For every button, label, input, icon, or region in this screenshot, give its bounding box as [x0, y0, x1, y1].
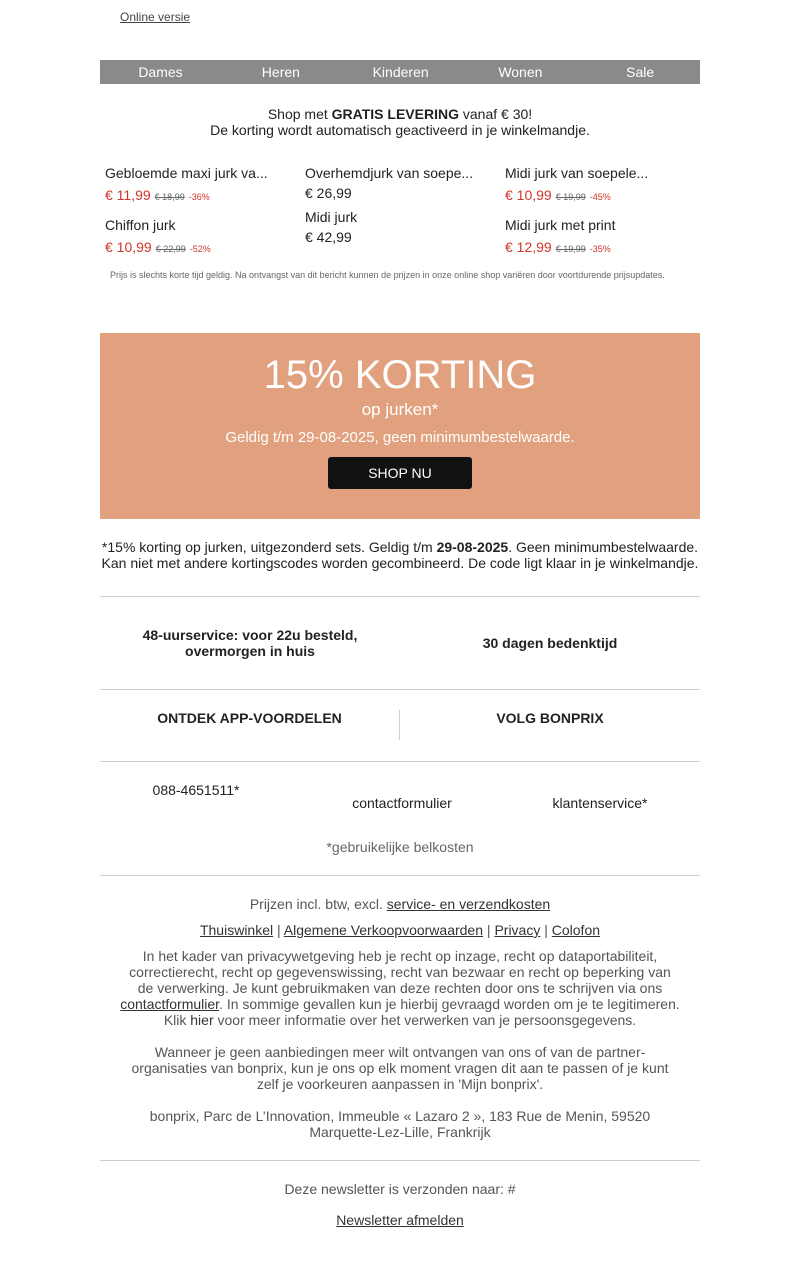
terms-part2: . Geen minimumbestelwaarde. Kan niet met andere kortingscodes worden gecombineerd. De code ligt klaar in je winkelmandje.: [101, 539, 699, 571]
product-card[interactable]: [305, 165, 495, 201]
promo-validity: Geldig t/m 29-08-2025, geen minimumbestelwaarde.: [225, 429, 575, 446]
product-old-price: € 19,99: [555, 244, 586, 254]
terms-link[interactable]: Algemene Verkoopvoorwaarden: [283, 922, 484, 938]
follow-bonprix-link[interactable]: VOLG BONPRIX: [496, 710, 604, 726]
product-price-value: € 11,99: [105, 187, 151, 203]
product-card[interactable]: [105, 217, 295, 255]
product-price: [105, 239, 295, 255]
product-card[interactable]: [305, 209, 495, 245]
call-costs-note: *gebruikelijke belkosten: [326, 839, 474, 855]
colofon-link[interactable]: Colofon: [551, 922, 601, 938]
product-name[interactable]: Gebloemde maxi jurk va...: [105, 165, 268, 181]
terms-part1: *15% korting op jurken, uitgezonderd sets. Geldig t/m: [101, 539, 437, 555]
unsubscribe-wrap: [120, 1212, 680, 1228]
return-policy[interactable]: 30 dagen bedenktijd: [482, 635, 618, 651]
divider: [100, 689, 700, 690]
online-version-link[interactable]: Online versie: [120, 10, 191, 24]
product-price-value: € 26,99: [305, 185, 352, 201]
product-price-value: € 42,99: [305, 229, 352, 245]
contact-form-link[interactable]: contactformulier: [352, 795, 452, 811]
product-price-value: € 10,99: [505, 187, 552, 203]
product-discount: -36%: [188, 192, 210, 202]
privacy-text: [120, 948, 680, 1028]
main-nav: [100, 60, 700, 84]
product-card[interactable]: [505, 217, 695, 255]
divider: [100, 1160, 700, 1161]
product-discount: -52%: [189, 244, 211, 254]
nav-item-wonen[interactable]: Wonen: [498, 64, 543, 80]
prices-prefix: Prijzen incl. btw, excl.: [249, 896, 387, 912]
product-discount: -35%: [589, 244, 611, 254]
shipping-banner: [100, 106, 700, 138]
shipping-line2: De korting wordt automatisch geactiveerd in je winkelmandje.: [210, 122, 590, 138]
privacy-part3: voor meer informatie over het verwerken van je persoonsgegevens.: [213, 1012, 637, 1028]
delivery-service[interactable]: 48-uurservice: voor 22u besteld, overmorgen in huis: [142, 627, 358, 659]
shop-now-button[interactable]: SHOP NU: [328, 457, 472, 489]
shipping-bold: GRATIS LEVERING: [331, 106, 459, 122]
privacy-here-link[interactable]: hier: [190, 1012, 214, 1028]
promo-terms: [100, 539, 700, 571]
footer-links: Thuiswinkel | Algemene Verkoopvoorwaarden | Privacy | Colofon: [199, 922, 601, 938]
product-card[interactable]: [505, 165, 695, 203]
product-price: [505, 239, 695, 255]
nav-item-kinderen[interactable]: Kinderen: [372, 64, 429, 80]
shipping-prefix: Shop met: [267, 106, 332, 122]
customer-service-link[interactable]: klantenservice*: [552, 795, 648, 811]
product-name[interactable]: Overhemdjurk van soepe...: [305, 165, 474, 181]
product-card[interactable]: [105, 165, 295, 203]
product-old-price: € 22,99: [155, 244, 186, 254]
product-price: [105, 187, 295, 203]
divider: [100, 875, 700, 876]
company-address: bonprix, Parc de L’Innovation, Immeuble « Lazaro 2 », 183 Rue de Menin, 59520 Marquette-Lez-Lille, Frankrijk: [149, 1108, 651, 1140]
nav-item-sale[interactable]: Sale: [626, 64, 655, 80]
divider: [100, 761, 700, 762]
nav-item-heren[interactable]: Heren: [261, 64, 300, 80]
thuiswinkel-link[interactable]: Thuiswinkel: [199, 922, 274, 938]
shipping-costs-link[interactable]: service- en verzendkosten: [386, 896, 551, 912]
privacy-part1: In het kader van privacywetgeving heb je recht op inzage, recht op dataportabiliteit, correctierecht, recht op gegevenswissing, recht van bezwaar en recht op beperking van de verwerking. Je kunt gebruikmaken van deze rechten door ons te schrijven via ons: [129, 948, 671, 996]
product-price-value: € 12,99: [505, 239, 552, 255]
product-price: [505, 187, 695, 203]
unsubscribe-link[interactable]: Newsletter afmelden: [336, 1212, 464, 1228]
price-note: Prijs is slechts korte tijd geldig. Na ontvangst van dit bericht kunnen de prijzen in onze online shop variëren door voortdurende prijsupdates.: [110, 270, 665, 280]
product-name[interactable]: Midi jurk met print: [505, 217, 616, 233]
sent-to: Deze newsletter is verzonden naar: #: [284, 1181, 516, 1197]
app-benefits-link[interactable]: ONTDEK APP-VOORDELEN: [157, 710, 342, 726]
promo-banner[interactable]: [100, 333, 700, 519]
product-name[interactable]: Midi jurk: [305, 209, 358, 225]
promo-title: 15% KORTING: [263, 353, 537, 397]
nav-item-dames[interactable]: Dames: [138, 64, 183, 80]
privacy-part2: . In sommige gevallen kun je hierbij gevraagd worden om je te legitimeren. Klik: [163, 996, 680, 1028]
promo-subtitle: op jurken*: [361, 400, 439, 419]
privacy-contact-form-link[interactable]: contactformulier: [120, 996, 220, 1012]
shipping-suffix: vanaf € 30!: [458, 106, 533, 122]
divider: [100, 596, 700, 597]
phone-number[interactable]: 088-4651511*: [152, 782, 240, 798]
privacy-link[interactable]: Privacy: [494, 922, 541, 938]
product-discount: -45%: [589, 192, 611, 202]
prices-note: [120, 896, 680, 912]
terms-date: 29-08-2025: [436, 539, 509, 555]
product-price-value: € 10,99: [105, 239, 152, 255]
product-name[interactable]: Midi jurk van soepele...: [505, 165, 649, 181]
optout-text: Wanneer je geen aanbiedingen meer wilt ontvangen van ons of van de partner-organisaties van bonprix, kun je ons op elk moment vragen dit aan te passen of je kunt zelf je voorkeuren aanpassen in 'Mijn bonprix'.: [131, 1044, 669, 1092]
product-old-price: € 19,99: [555, 192, 586, 202]
product-old-price: € 18,99: [154, 192, 185, 202]
product-name[interactable]: Chiffon jurk: [105, 217, 176, 233]
